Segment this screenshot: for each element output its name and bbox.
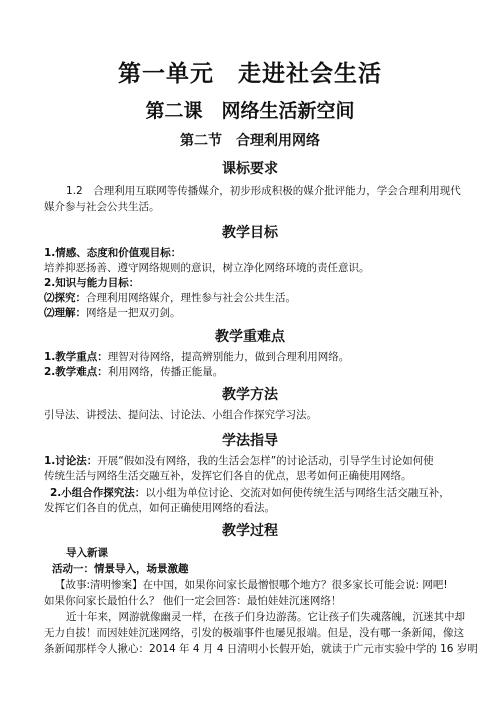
paragraph-line-2: 无力自拔！而因娃娃沉迷网络，引发的极端事件也屡见报端。但是，没有哪一条新闻，像这 (44, 627, 464, 639)
keypoint-2-text: 利用网络，传播正能量。 (107, 366, 224, 378)
goal-2-label: 2.知识与能力目标： (44, 277, 140, 289)
study-2-line-2: 发挥它们各自的优点，如何正确使用网络的看法。 (44, 502, 275, 514)
methods-heading: 教学方法 (222, 387, 278, 403)
intro-heading: 导入新课 (66, 547, 108, 559)
goal-2a-label: ⑵探究： (44, 292, 86, 304)
study-2-line-1: 以小组为单位讨论、交流对如何使传统生活与网络生活交融互补， (145, 487, 450, 499)
goal-2b (44, 306, 181, 320)
paragraph-line-3: 条新闻那样令人揪心：2014 年 4 月 4 日清明小长假开始，就读于广元市实验中学的 16 岁明 (44, 643, 478, 655)
goal-1-text: 培养抑恶扬善、遵守网络规则的意识，树立净化网络环境的责任意识。 (44, 262, 370, 274)
curriculum-line-1: 1.2 合理利用互联网等传播媒介，初步形成积极的媒介批评能力，学会合理利用现代 (66, 185, 461, 197)
study-1-line-2: 传统生活与网络生活交融互补，发挥它们各自的优点，思考如何正确使用网络。 (44, 470, 412, 482)
study-2 (50, 486, 450, 500)
paragraph-line-1: 近十年来，网游就像幽灵一样，在孩子们身边游荡。它让孩子们失魂落魄，沉迷其中却 (66, 611, 465, 623)
goal-2a-text: 合理利用网络媒介，理性参与社会公共生活。 (86, 292, 296, 304)
goal-2a (44, 291, 296, 305)
keypoint-1 (44, 350, 349, 364)
goal-2 (44, 276, 139, 290)
keypoint-2 (44, 365, 223, 379)
goal-1 (44, 246, 181, 260)
study-1-label: 1.讨论法： (44, 455, 98, 467)
goal-2b-text: 网络是一把双刃剑。 (86, 307, 181, 319)
lesson-title: 第二课 网络生活新空间 (145, 100, 355, 122)
goals-heading: 教学目标 (222, 225, 278, 241)
story-line-1: 【故事:清明惨案】在中国，如果你问家长最憎恨哪个地方？很多家长可能会说: 网吧! (55, 579, 448, 591)
study-1 (44, 454, 434, 468)
curriculum-heading: 课标要求 (222, 161, 278, 177)
methods-text: 引导法、讲授法、提问法、讨论法、小组合作探究学习法。 (44, 409, 317, 421)
process-heading: 教学过程 (222, 523, 278, 539)
curriculum-line-2: 媒介参与社会公共生活。 (44, 201, 160, 213)
study-heading: 学法指导 (222, 433, 278, 449)
keypoint-1-label: 1.教学重点： (44, 351, 108, 363)
section-title: 第二节 合理利用网络 (180, 133, 320, 149)
goal-2b-label: ⑵理解： (44, 307, 86, 319)
study-1-line-1: 开展“假如没有网络，我的生活会怎样”的讨论活动，引导学生讨论如何使 (97, 455, 434, 467)
keypoint-1-text: 理智对待网络，提高辨别能力，做到合理利用网络。 (107, 351, 350, 363)
study-2-label: 2.小组合作探究法： (50, 487, 146, 499)
goal-1-label: 1.情感、态度和价值观目标： (44, 247, 182, 259)
story-line-2: 如果你问家长最怕什么？ 他们一定会回答：最怕娃娃沉迷网络！ (44, 595, 342, 607)
activity-heading: 活动一：情景导入，场景激趣 (52, 563, 189, 575)
keypoint-2-label: 2.教学难点： (44, 366, 108, 378)
unit-title: 第一单元 走进社会生活 (118, 61, 382, 87)
keypoints-heading: 教学重难点 (215, 329, 285, 345)
